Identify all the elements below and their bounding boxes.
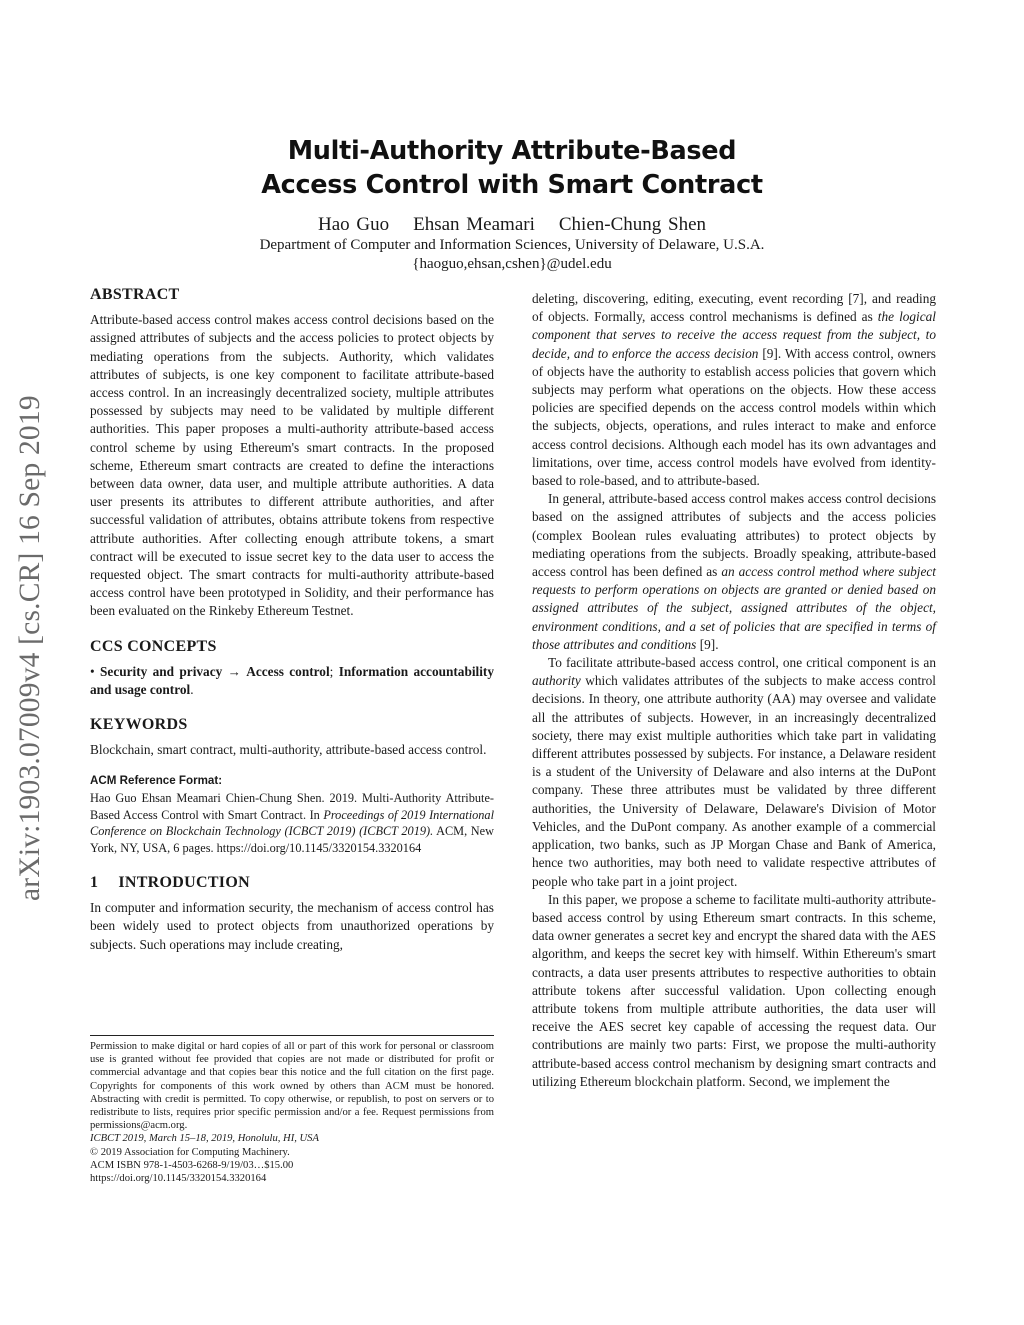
intro-p3-authority: authority — [532, 673, 581, 689]
ccs-end: . — [190, 682, 194, 698]
intro-p3-start: To facilitate attribute-based access control, one critical component is an — [548, 655, 936, 671]
permission-notice: Permission to make digital or hard copies of all or part of this work for personal or classroom use is granted without fee provided that copies are not made or distributed for profit or commercial advantage and that copies bear this notice and the full citation on the first page. Copyrights for components of this work owned by others than ACM must be honored. Abstracting with credit is permitted. To copy otherwise, or republish, to post on servers or to redistribute to lists, requires prior specific permission and/or a fee. Request permissions from permissions@acm.org. — [90, 1041, 494, 1132]
intro-p1-start: deleting, discovering, editing, executing, event recording [7], and reading of objects. Formally, access control mechanisms is defined as — [532, 291, 936, 325]
intro-p3-end: which validates attributes of the subjects to make access control decisions. In theory, one attribute authority (AA) may oversee and validate all the attributes of subjects. However, in an increasingly decentralized society, there may exist multiple authorities which take part in validating different attributes possessed by subjects. For instance, a Delaware resident is a student of the University of Delaware and also interns at the DuPont company. These three attributes must be validated by three different authorities, the University of Delaware, Delaware's Division of Motor Vehicles, and the DuPont company. As another example of a commercial application, two banks, such as JP Morgan Chase and Bank of America, hence two authorities, may both need to validate respective attributes of people who take part in a joint project. — [532, 673, 936, 889]
isbn-line: ACM ISBN 978-1-4503-6268-9/19/03…$15.00 — [90, 1159, 294, 1171]
intro-title: INTRODUCTION — [118, 874, 250, 892]
intro-left-text: In computer and information security, the mechanism of access control has been widely used to protect objects from unauthorized operations by subjects. Such operations may include creating, — [90, 900, 494, 952]
ccs-concepts — [90, 663, 494, 699]
affiliation: Department of Computer and Information Sciences, University of Delaware, U.S.A. — [259, 237, 765, 253]
title-line-2: Access Control with Smart Contract — [261, 170, 763, 200]
footnote-rule — [90, 1035, 494, 1036]
title-line-1: Multi-Authority Attribute-Based — [287, 136, 737, 166]
ccs-term-accountability: Information accountability and usage control — [90, 663, 495, 698]
author-1: Hao Guo — [317, 214, 390, 235]
author-email: {haoguo,ehsan,cshen}@udel.edu — [412, 256, 612, 272]
intro-number: 1 — [90, 874, 99, 892]
intro-p1-end: [9]. With access control, owners of objects have the authority to establish access policies that govern which subjects may perform what operations on the objects. How these access policies are specified depends on the access control models within which the subjects, objects, operations, and rules interact to make and enforce access control decisions. Although each model has its own advantages and limitations, over time, access control models have evolved from identity-based to role-based, and to attribute-based. — [532, 345, 936, 489]
conference-info: ICBCT 2019, March 15–18, 2019, Honolulu, HI, USA — [90, 1133, 319, 1145]
ccs-bullet: • — [90, 663, 95, 679]
intro-p2-definition: an access control method where subject requests to perform operations on objects are granted or denied based on assigned attributes of the subject, assigned attributes of the object, environment conditions, and a set of policies that are specified in terms of those attributes and conditions — [532, 564, 936, 652]
copyright-footnote — [90, 1040, 494, 1185]
right-column — [532, 290, 936, 1091]
acm-ref-text — [90, 790, 494, 857]
keywords-text: Blockchain, smart contract, multi-authority, attribute-based access control. — [90, 742, 487, 758]
intro-paragraph-3 — [532, 654, 936, 891]
intro-p2-end: [9]. — [696, 636, 719, 652]
ccs-separator: ; — [329, 663, 339, 679]
intro-p2-start: In general, attribute-based access control makes access control decisions based on the assigned attributes of subjects and the access policies (complex Boolean rules evaluating attributes) to protect objects by mediating operations from the subjects. Broadly speaking, attribute-based access control has been defined as — [532, 491, 936, 580]
abstract-text: Attribute-based access control makes access control decisions based on the assigned attributes of subjects and the access policies to protect objects by mediating operations from the subjects. Authority, which validates attributes of subjects, is one key component to facilitate attribute-based access control. In an increasingly decentralized society, multiple attributes possessed by subjects may need to be validated by multiple different authorities. This paper proposes a multi-authority attribute-based access control scheme by using Ethereum's smart contracts. In the proposed scheme, Ethereum smart contracts are created to define the interactions between data owner, data user, and multiple attribute authorities. A data user presents its attributes to different attribute authorities, and after successful validation of attributes, obtains attribute tokens from respective attribute authorities. After collecting enough attribute tokens, a smart contract will be executed to issue secret key to the data user to access the requested object. The smart contracts for multi-authority attribute-based access control have been prototyped in Solidity, and their performance has been evaluated on the Rinkeby Ethereum Testnet. — [90, 312, 494, 619]
abstract-heading: ABSTRACT — [90, 286, 180, 303]
arxiv-stamp: arXiv:1903.07009v4 [cs.CR] 16 Sep 2019 — [14, 395, 46, 901]
author-2: Ehsan Meamari — [413, 214, 535, 235]
left-column — [90, 286, 494, 954]
acm-ref-proceedings: Proceedings of 2019 International Conference on Blockchain Technology (ICBCT 2019) (ICBCT 2019). — [90, 807, 494, 839]
acm-ref-heading: ACM Reference Format: — [90, 773, 223, 787]
intro-heading — [90, 874, 494, 892]
ccs-heading: CCS CONCEPTS — [90, 637, 217, 655]
intro-p1-definition: the logical component that serves to receive the access request from the subject, to decide, and to enforce the access decision — [532, 309, 936, 361]
intro-paragraph-2 — [532, 490, 936, 654]
ccs-term-security: Security and privacy — [100, 663, 223, 679]
copyright-line: © 2019 Association for Computing Machinery. — [90, 1146, 290, 1158]
author-list — [150, 214, 874, 236]
author-3: Chien-Chung Shen — [558, 214, 707, 235]
acm-ref-tail: ACM, New York, NY, USA, 6 pages. https://doi.org/10.1145/3320154.3320164 — [90, 824, 494, 856]
keywords-heading: KEYWORDS — [90, 716, 188, 734]
intro-paragraph-1 — [532, 290, 936, 490]
doi-line: https://doi.org/10.1145/3320154.3320164 — [90, 1173, 267, 1185]
ccs-term-access-control: Access control — [246, 663, 330, 679]
acm-ref-authors: Hao Guo Ehsan Meamari Chien-Chung Shen. 2019. Multi-Authority Attribute-Based Access Control with Smart Contract. In — [90, 790, 494, 822]
paper-title — [150, 134, 874, 202]
intro-paragraph-4: In this paper, we propose a scheme to facilitate multi-authority attribute-based access control by using Ethereum smart contracts. In this scheme, data owner generates a secret key and encrypt the shared data with the AES algorithm, and keeps the secret key with himself. Within Ethereum's smart contracts, a data user presents attributes to respective authorities to obtain attribute tokens after successful validation. Upon collecting enough attribute tokens from multiple attribute authorities, the data user will receive the AES secret key capable of accessing the request data. Our contributions are mainly two parts: First, we propose the multi-authority attribute-based access control mechanism by designing smart contracts and utilizing Ethereum blockchain platform. Second, we implement the — [532, 891, 936, 1089]
ccs-arrow: → — [222, 663, 247, 679]
